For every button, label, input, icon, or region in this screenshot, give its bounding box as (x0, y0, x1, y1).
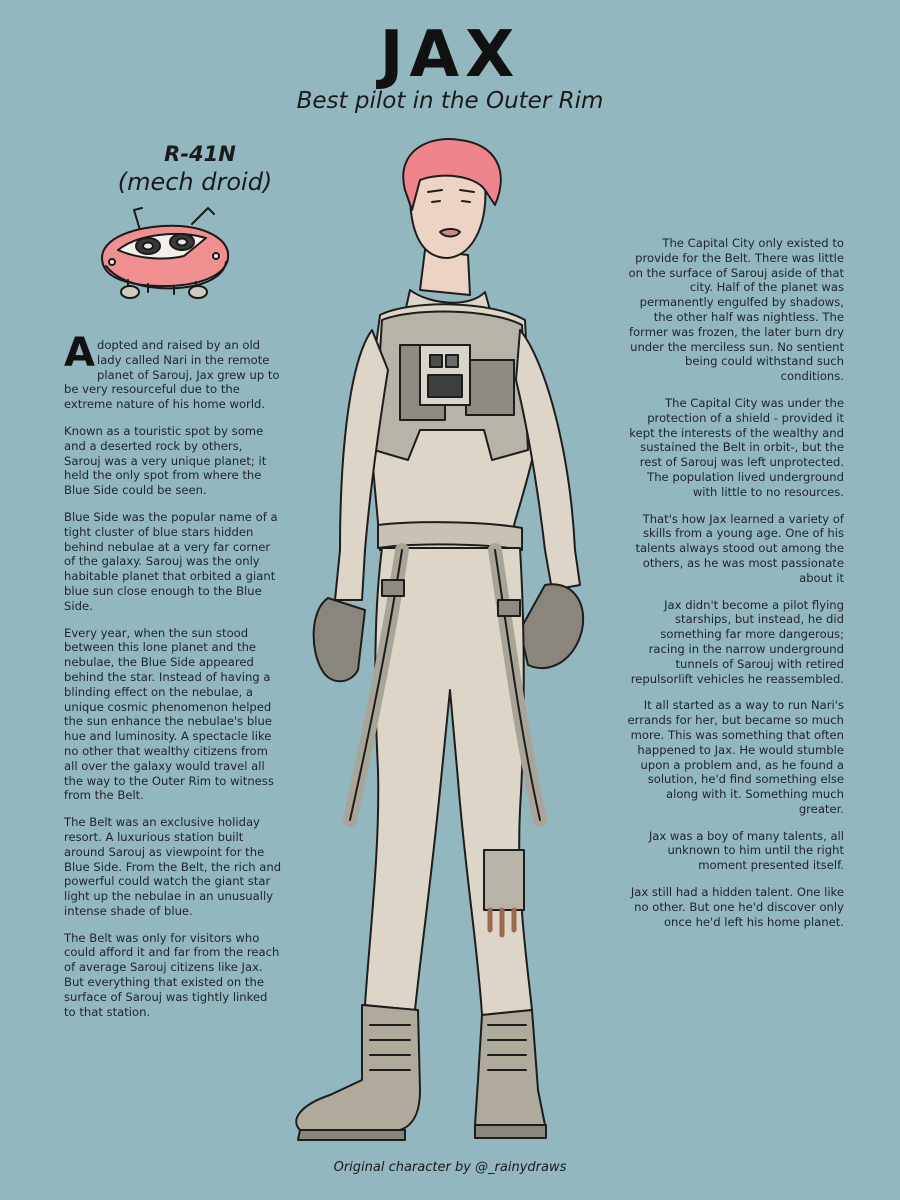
story-paragraph: Jax didn't become a pilot flying starships, but instead, he did something far more dangerous; racing in the narrow underground tunnels of Sarouj with retired repulsorlift vehicles he reassembled. (630, 597, 844, 686)
mech-droid-illustration (88, 200, 238, 305)
story-paragraph: Blue Side was the popular name of a tight cluster of blue stars hidden behind nebulae at a very far corner of the galaxy. Sarouj was the only habitable planet that orbited a giant blue sun close enough to the Blue Side. (64, 509, 278, 613)
story-paragraph: The Belt was only for visitors who could afford it and far from the reach of average Sarouj citizens like Jax. But everything that existed on the surface of Sarouj was tightly linked to that station. (64, 930, 280, 1019)
drop-cap: A (64, 330, 95, 376)
story-paragraph: The Capital City was under the protection of a shield - provided it kept the interests of the wealthy and sustained the Belt in orbit-, but the rest of Sarouj was left unprotected. The population lived underground with little to no resources. (629, 395, 844, 499)
page-title: JAX (379, 18, 521, 92)
left-story-column (64, 330, 282, 1031)
first-paragraph-text: dopted and raised by an old lady called Nari in the remote planet of Sarouj, Jax grew up to be very resourceful due to the extreme nature of his home world. (64, 338, 280, 412)
story-paragraph: Jax still had a hidden talent. One like no other. But one he'd discover only once he'd left his home planet. (630, 885, 844, 929)
story-paragraph (64, 330, 282, 412)
story-paragraph: Jax was a boy of many talents, all unknown to him until the right moment presented itself. (648, 828, 844, 873)
pilot-character-illustration (270, 130, 620, 1150)
droid-name: R-41N (164, 142, 236, 166)
page-subtitle: Best pilot in the Outer Rim (296, 88, 604, 114)
story-paragraph: It all started as a way to run Nari's errands for her, but became so much more. This was something that often happened to Jax. He would stumble upon a problem and, as he found a solution, he'd find something else along with it. Something much greater. (627, 698, 844, 816)
droid-type: (mech droid) (117, 168, 273, 196)
story-paragraph: That's how Jax learned a variety of skills from a young age. One of his talents always stood out among the others, as he was most passionate about it (635, 511, 844, 585)
artist-credit: Original character by @_rainydraws (333, 1160, 567, 1175)
story-paragraph: Known as a touristic spot by some and a deserted rock by others, Sarouj was a very unique planet; it held the only spot from where the Blue Side could be seen. (64, 423, 267, 498)
right-story-column (622, 236, 844, 941)
story-paragraph: The Belt was an exclusive holiday resort. A luxurious station built around Sarouj as viewpoint for the Blue Side. From the Belt, the rich and powerful could watch the giant star light up the nebulae in an unusually intense shade of blue. (64, 815, 282, 918)
story-paragraph: The Capital City only existed to provide for the Belt. There was little on the surface of Sarouj aside of that city. Half of the planet was permanently engulfed by shadows, the other half was nightless. The former was frozen, the later burn dry under the merciless sun. No sentient being could withstand such conditions. (628, 236, 844, 384)
story-paragraph: Every year, when the sun stood between this lone planet and the nebulae, the Blue Side appeared behind the star. Instead of having a blinding effect on the nebulae, a unique cosmic phenomenon helped the sun enhance the nebulae's blue hue and luminosity. A spectacle like no other that wealthy citizens from all over the galaxy would travel all the way to the Outer Rim to witness from the Belt. (64, 625, 274, 803)
